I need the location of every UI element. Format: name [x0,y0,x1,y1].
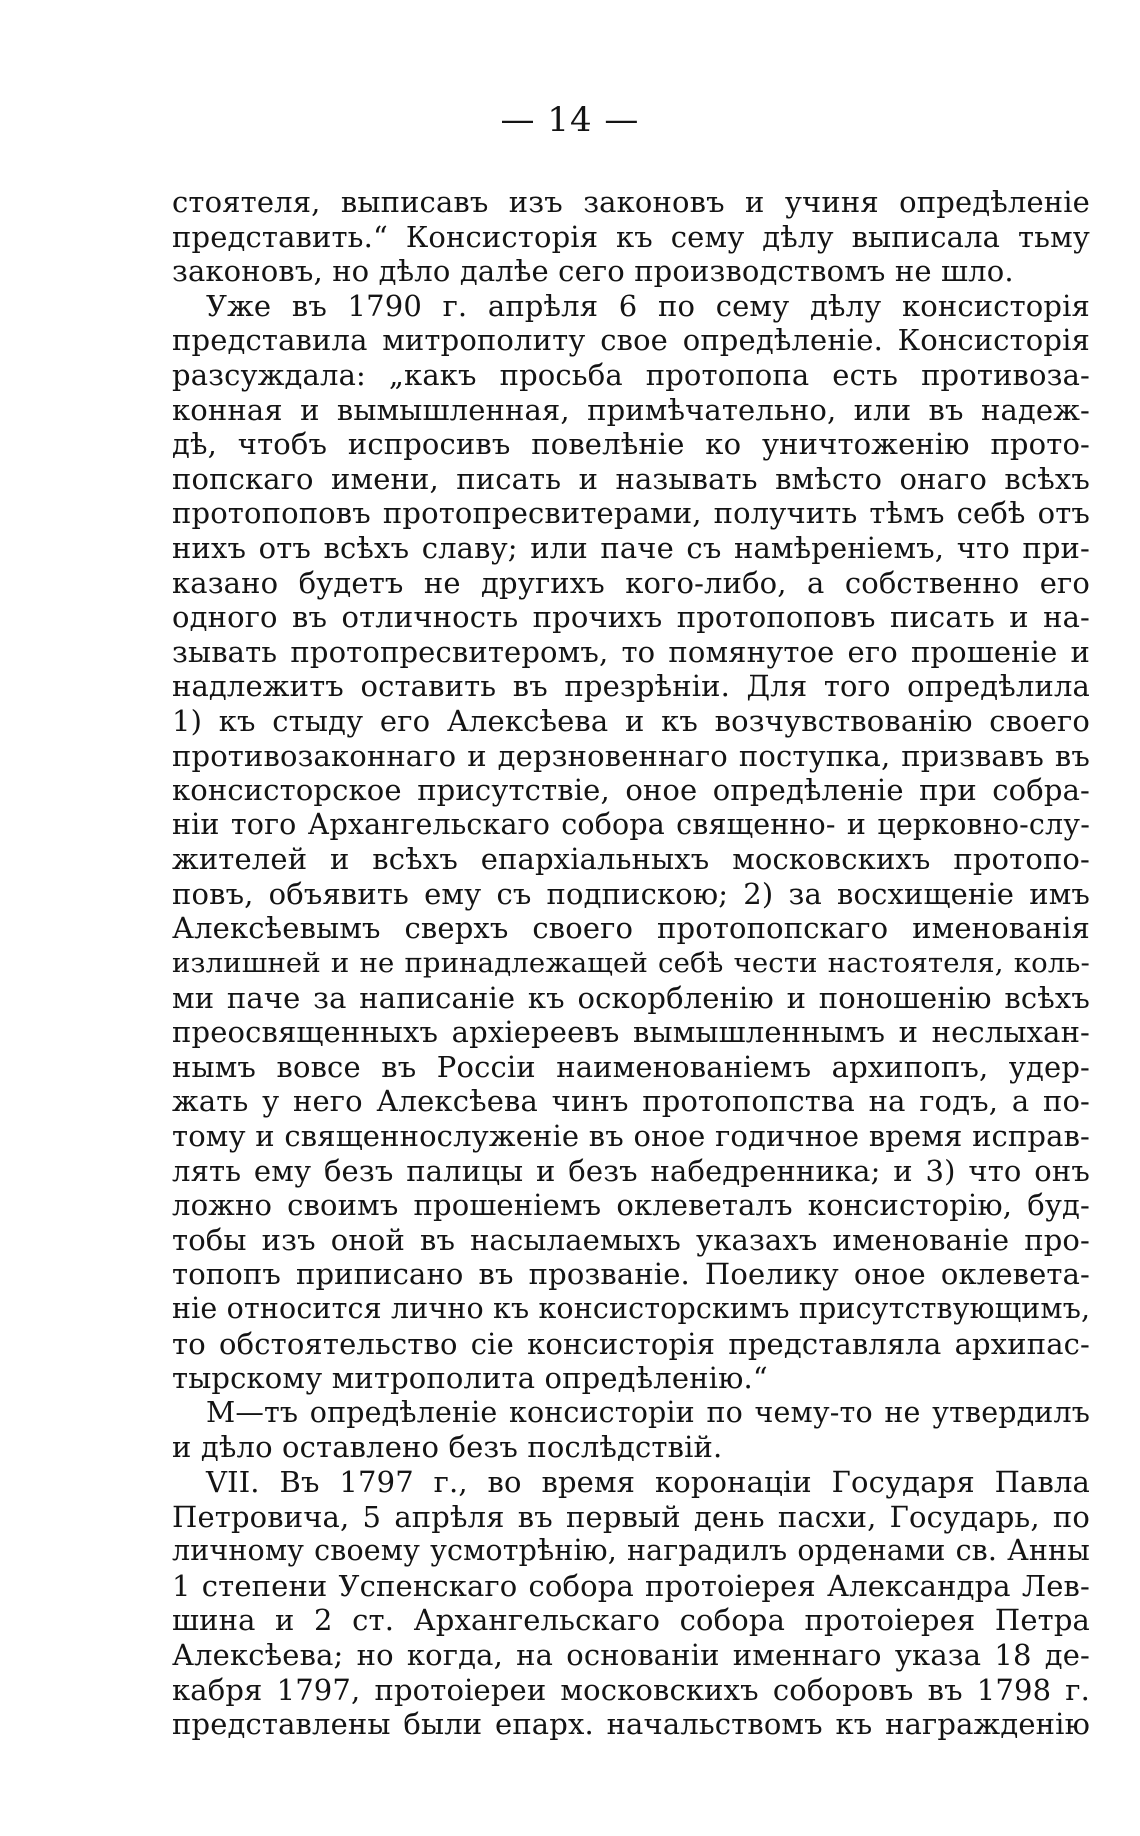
text-line: ніи того Архангельскаго собора священно- и церковно-слу- [172,807,1090,841]
text-line: жителей и всѣхъ епархіальныхъ московскихъ протопо- [172,842,1090,877]
text-line: то обстоятельство сіе консисторія представляла архипас- [172,1326,1090,1361]
text-line: лять ему безъ палицы и безъ набедренника; и 3) что онъ [172,1153,1090,1188]
text-line: разсуждала: „какъ просьба протопопа есть противоза- [172,357,1090,392]
text-line: Алексѣевымъ сверхъ своего протопопскаго именованія [172,911,1090,946]
text-line: повъ, объявить ему съ подпискою; 2) за восхищеніе имъ [172,876,1090,911]
text-line: конная и вымышленная, примѣчательно, или въ надеж- [172,392,1090,427]
text-line: законовъ, но дѣло далѣе сего производствомъ не шло. [172,254,1014,289]
text-line: дѣ, чтобъ испросивъ повелѣніе ко уничтоженію прото- [172,427,1090,462]
text-line: зывать протопресвитеромъ, то помянутое его прошеніе и [172,634,1090,669]
text-line: и дѣло оставлено безъ послѣдствій. [172,1430,723,1465]
text-line: кабря 1797, протоіереи московскихъ соборовъ въ 1798 г. [172,1672,1090,1707]
text-line: ложно своимъ прошеніемъ оклеветалъ консисторію, буд- [172,1188,1090,1223]
text-line: топопъ приписано въ прозваніе. Поелику оное оклевета- [172,1257,1090,1292]
text-line: одного въ отличность прочихъ протопоповъ писать и на- [172,600,1090,635]
text-line: 1) къ стыду его Алексѣева и къ возчувствованію своего [172,703,1090,738]
text-line: М—тъ опредѣленіе консисторіи по чему-то не утвердилъ [206,1395,1090,1429]
text-line: Уже въ 1790 г. апрѣля 6 по сему дѣлу консисторія [206,288,1090,323]
text-line: тому и священнослуженіе въ оное годичное время исправ- [172,1119,1090,1154]
text-line: жать у него Алексѣева чинъ протопопства на годъ, а по- [172,1084,1090,1119]
text-line: протопоповъ протопресвитерами, получить тѣмъ себѣ отъ [172,496,1090,531]
body-text [172,185,1090,1742]
text-line: консисторское присутствіе, оное опредѣленіе при собра- [172,773,1090,808]
text-line: VII. Въ 1797 г., во время коронаціи Государя Павла [206,1464,1090,1499]
text-line: Петровича, 5 апрѣля въ первый день пасхи, Государь, по [172,1499,1090,1534]
text-line: представила митрополиту свое опредѣленіе. Консисторія [172,323,1090,358]
text-line: надлежитъ оставить въ презрѣніи. Для того опредѣлила [172,669,1090,704]
text-line: ніе относится лично къ консисторскимъ присутствующимъ, [172,1292,1090,1325]
text-line: тобы изъ оной въ насылаемыхъ указахъ именованіе про- [172,1222,1090,1257]
text-line: 1 степени Успенскаго собора протоіерея Александра Лев- [172,1568,1090,1603]
text-line: шина и 2 ст. Архангельскаго собора протоіерея Петра [172,1603,1090,1638]
text-line: личному своему усмотрѣнію, наградилъ орденами св. Анны [172,1534,1090,1568]
text-line: ми паче за написаніе къ оскорбленію и поношенію всѣхъ [172,980,1090,1015]
text-line: представлены были епарх. начальствомъ къ награжденію [172,1707,1090,1742]
text-line: излишней и не принадлежащей себѣ чести настоятеля, коль- [172,947,1090,980]
text-line: стоятеля, выписавъ изъ законовъ и учиня опредѣленіе [172,185,1090,219]
page-number: — 14 — [500,100,640,140]
text-line: Алексѣева; но когда, на основаніи именнаго указа 18 де- [172,1637,1090,1672]
text-line: казано будетъ не другихъ кого-либо, а собственно его [172,565,1090,600]
text-line: противозаконнаго и дерзновеннаго поступка, призвавъ въ [172,738,1090,773]
text-line: представить.“ Консисторія къ сему дѣлу выписала тьму [172,219,1090,254]
text-line: попскаго имени, писать и называть вмѣсто онаго всѣхъ [172,461,1090,496]
text-line: тырскому митрополита опредѣленію.“ [172,1361,768,1396]
text-line: нихъ отъ всѣхъ славу; или паче съ намѣреніемъ, что при- [172,530,1090,565]
text-line: преосвященныхъ архіереевъ вымышленнымъ и неслыхан- [172,1015,1090,1050]
text-line: нымъ вовсе въ Россіи наименованіемъ архипопъ, удер- [172,1049,1090,1084]
